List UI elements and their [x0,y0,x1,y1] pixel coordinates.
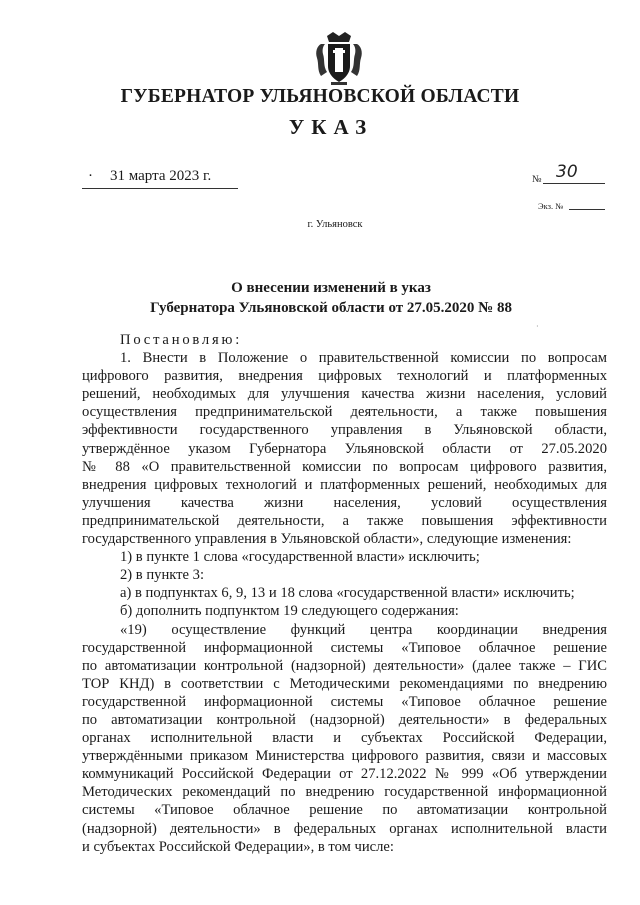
body-line: 1) в пункте 1 слова «государственной власти» исключить; [120,549,480,566]
body-line: по автоматизации контрольной (надзорной) деятельности» (далее также – ГИС [82,657,607,674]
body-line: и субъектах Российской Федерации», в том числе: [82,838,394,855]
body-line: ТОР КНД) в соответствии с Методическими рекомендациями по внедрению [82,675,607,692]
body-line: эффективности государственного управления в Ульяновской области, [82,422,607,439]
copy-number-label: Экз. № [538,201,564,211]
coat-of-arms-icon [313,30,365,86]
body-line: осуществления предпринимательской деятельности, а также повышения [82,404,607,421]
date-dot: · [88,168,93,184]
body-line: органах исполнительной власти и субъектах Российской Федерации, [82,730,607,747]
document-date: 31 марта 2023 г. [110,168,212,184]
body-line: 1. Внести в Положение о правительственной комиссии по вопросам [120,350,607,367]
body-line: 2) в пункте 3: [120,567,205,584]
body-line: б) дополнить подпунктом 19 следующего содержания: [120,603,459,620]
margin-mark: · [536,322,539,331]
body-line: «19) осуществление функций центра координации внедрения [120,621,607,638]
body-line: решений, необходимых для улучшения качества жизни населения, условий [82,386,607,403]
body-line: по автоматизации контрольной (надзорной) деятельности» в федеральных [82,711,607,728]
document-title [0,278,640,318]
date-underline [82,188,238,189]
body-line: государственной информационной системы «Типовое облачное решение [82,693,607,710]
title-line: О внесении изменений в указ [231,280,431,296]
body-line: цифрового развития, внедрения цифровых технологий и платформенных [82,368,607,385]
body-line: улучшения качества жизни населения, условий осуществления [82,494,607,511]
copy-number-underline [569,209,605,210]
title-line: Губернатора Ульяновской области от 27.05.2020 № 88 [150,300,512,316]
number-underline [543,183,605,184]
body-line: Методических рекомендаций по внедрению государственной информационной [82,784,607,801]
decree-word: Постановляю: [120,332,243,348]
body-line: (надзорной) деятельности» в федеральных органах исполнительной власти [82,820,607,837]
body-line: предпринимательской деятельности, а также повышения эффективности [82,512,607,529]
body-line: внедрения цифровых технологий и платформенных решений, необходимых для [82,476,607,493]
body-line: системы «Типовое облачное решение по автоматизации контрольной [82,802,607,819]
document-body [82,331,607,856]
body-line: № 88 «О правительственной комиссии по вопросам цифрового развития, [82,458,607,475]
body-line: утверждёнными приказом Министерства цифрового развития, связи и массовых [82,748,607,765]
body-line: утверждённое указом Губернатора Ульяновской области от 27.05.2020 [82,440,607,457]
number-sign: № [532,174,542,185]
document-number: 30 [556,162,578,182]
body-line: а) в подпунктах 6, 9, 13 и 18 слова «государственной власти» исключить; [120,585,575,602]
body-line: государственной информационной системы «Типовое облачное решение [82,639,607,656]
body-line: государственного управления в Ульяновской области», следующие изменения: [82,531,572,548]
issuing-city: г. Ульяновск [307,219,363,230]
document-type: УКАЗ [288,115,374,139]
issuing-authority: ГУБЕРНАТОР УЛЬЯНОВСКОЙ ОБЛАСТИ [120,86,520,107]
body-line: коммуникаций Российской Федерации от 27.12.2022 № 999 «Об утверждении [82,766,607,783]
